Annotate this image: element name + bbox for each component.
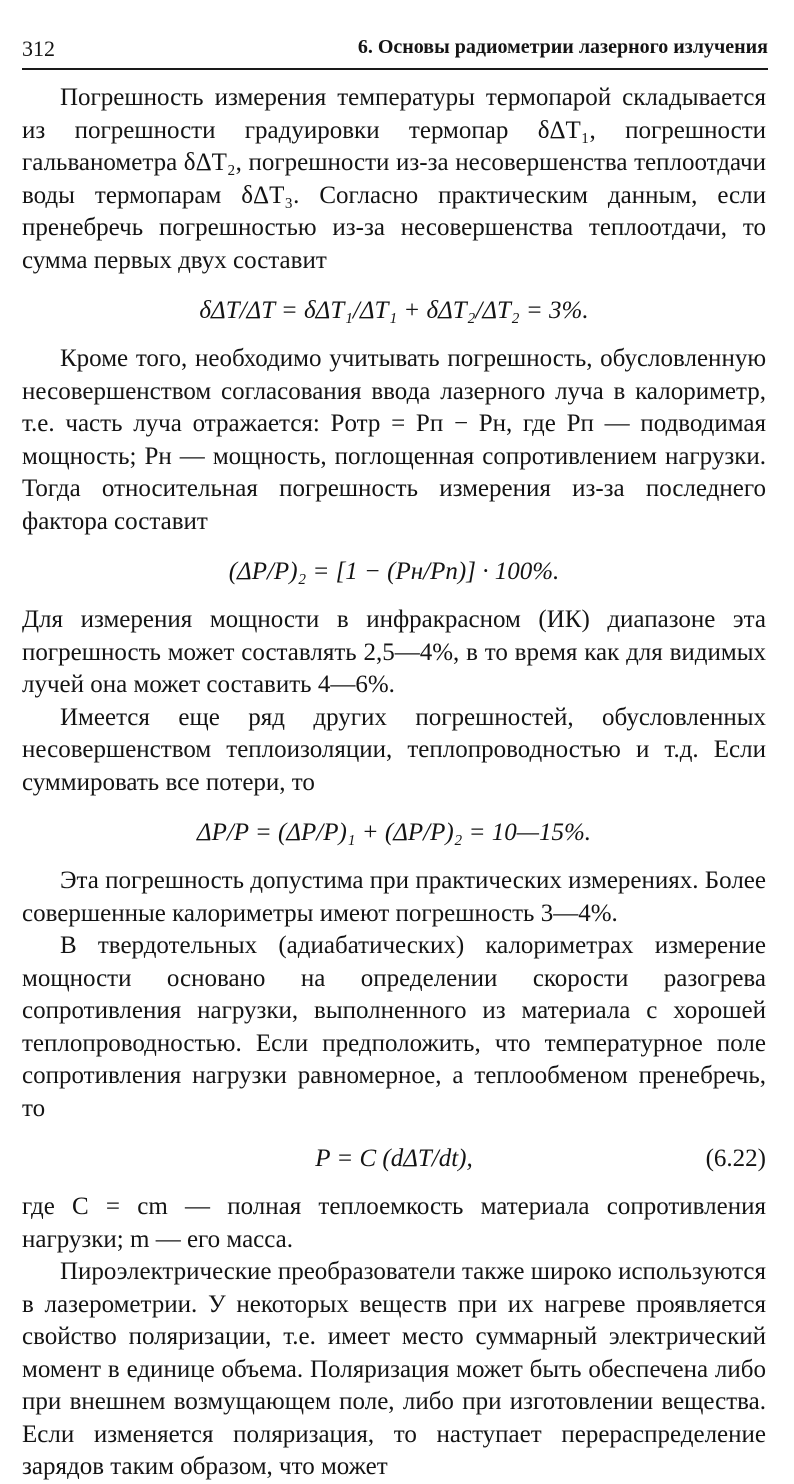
formula-text: δΔT/ΔT = δΔT₁/ΔT₁ + δΔT₂/ΔT₂ = 3%. — [199, 297, 589, 324]
page-number: 312 — [22, 36, 55, 61]
paragraph-thermocouple-error: Погрешность измерения температуры термопарой складывается из погрешности градуировки термопар δΔT₁, погрешности гальванометра δΔT₂, погрешности из-за несовершенства теплоотдачи воды термопарам δΔT₃. Согласно практическим данным, если пренебречь погрешностью из-за несовершенства теплоотдачи, то сумма первых двух составит — [22, 84, 766, 274]
chapter-title: 6. Основы радиометрии лазерного излучения — [357, 36, 768, 58]
formula-6-22 — [22, 1143, 766, 1175]
paragraph-ir-error: Для измерения мощности в инфракрасном (ИК) диапазоне эта погрешность может составлять 2,5—4%, в то время как для видимых лучей она может составить 4—6%. — [22, 606, 766, 698]
formula-reflection-error — [22, 556, 766, 588]
formula-text: P = C (dΔT/dt), — [315, 1145, 473, 1172]
equation-number: (6.22) — [705, 1145, 766, 1172]
paragraph-solid-state-calorimeter: В твердотельных (адиабатических) калориметрах измерение мощности основано на определении скорости разогрева сопротивления нагрузки, выполненного из материала с хорошей теплопроводностью. Если предположить, что температурное поле сопротивления нагрузки равномерное, а теплообменом пренебречь, то — [22, 932, 766, 1122]
paragraph-heat-capacity: где C = cm — полная теплоемкость материала сопротивления нагрузки; m — его масса. — [22, 1193, 766, 1253]
paragraph-other-errors: Имеется еще ряд других погрешностей, обусловленных несовершенством теплоизоляции, теплопроводностью и т.д. Если суммировать все потери, то — [22, 703, 766, 796]
formula-text: (ΔP/P)₂ = [1 − (Pн/Pп)] · 100%. — [228, 558, 560, 585]
paragraph-pyroelectric: Пироэлектрические преобразователи также широко используются в лазерометрии. У некоторых веществ при их нагреве проявляется свойство поляризации, т.е. имеет место суммарный электрический момент в единице объема. Поляризация может быть обеспечена либо при внешнем возмущающем поле, либо при изготовлении вещества. Если изменяется поляризация, то наступает перераспределение зарядов таким образом, что может — [22, 1258, 766, 1480]
formula-temperature-error — [22, 295, 766, 327]
formula-text: ΔP/P = (ΔP/P)₁ + (ΔP/P)₂ = 10—15%. — [196, 819, 592, 846]
paragraph-reflection-error: Кроме того, необходимо учитывать погрешность, обусловленную несовершенством согласования ввода лазерного луча в калориметр, т.е. часть луча отражается: Pотр = Pп − Pн, где Pп — подводимая мощность; Pн — мощность, поглощенная сопротивлением нагрузки. Тогда относительная погрешность измерения из-за последнего фактора составит — [22, 345, 766, 535]
paragraph-acceptable-error: Эта погрешность допустима при практических измерениях. Более совершенные калориметры имеют погрешность 3—4%. — [22, 867, 766, 927]
formula-total-error — [22, 817, 766, 849]
page-header — [22, 32, 768, 70]
page-body — [22, 82, 766, 1484]
